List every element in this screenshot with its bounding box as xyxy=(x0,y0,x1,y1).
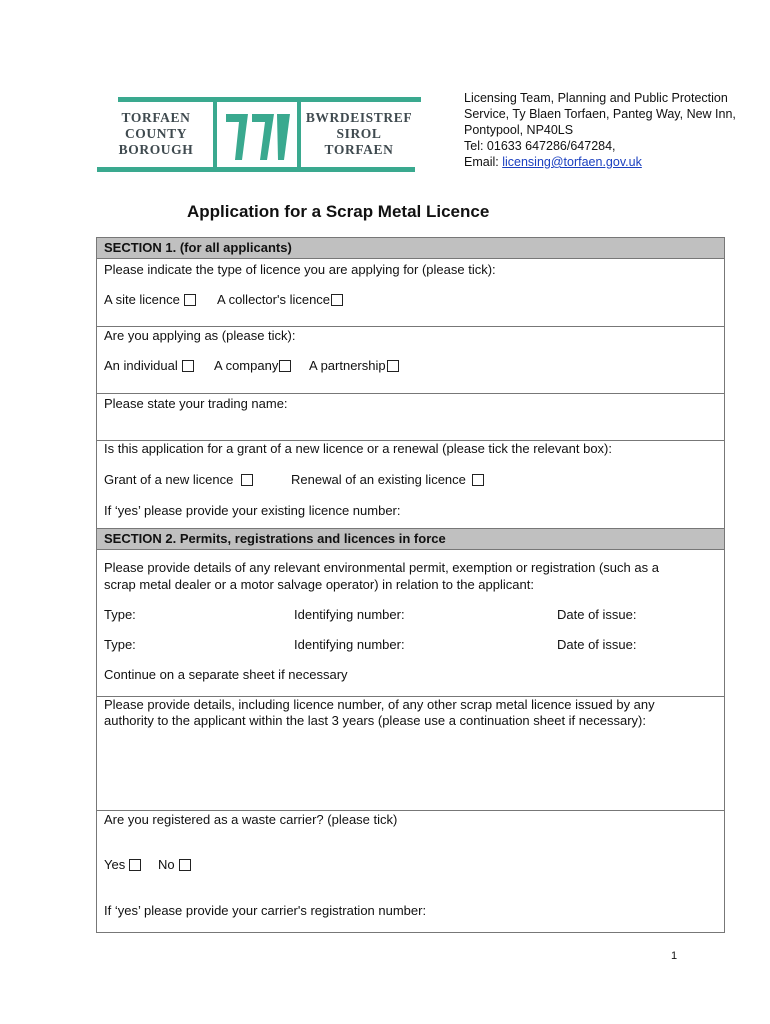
other-licence-question-line-2: authority to the applicant within the last 3 years (please use a continuation sheet if necessary): xyxy=(104,713,646,728)
partnership-option[interactable] xyxy=(309,358,399,374)
applying-as-question: Are you applying as (please tick): xyxy=(104,328,296,343)
waste-carrier-question: Are you registered as a waste carrier? (please tick) xyxy=(104,812,398,827)
collector-licence-label: A collector's licence xyxy=(217,292,331,307)
logo-left-text: TORFAEN COUNTY BOROUGH xyxy=(118,110,194,157)
site-licence-label: A site licence xyxy=(104,292,180,307)
grant-label: Grant of a new licence xyxy=(104,472,234,487)
divider xyxy=(97,393,724,394)
no-option[interactable] xyxy=(158,857,191,873)
collector-licence-checkbox[interactable] xyxy=(331,294,343,306)
contact-line: Pontypool, NP40LS xyxy=(464,123,574,137)
date-of-issue-label: Date of issue: xyxy=(557,607,637,622)
individual-option[interactable] xyxy=(104,358,194,374)
page-title: Application for a Scrap Metal Licence xyxy=(187,202,490,221)
continue-note: Continue on a separate sheet if necessary xyxy=(104,667,348,682)
permit-question-line-1: Please provide details of any relevant environmental permit, exemption or registration (such as a xyxy=(104,560,659,575)
company-checkbox[interactable] xyxy=(279,360,291,372)
yes-checkbox[interactable] xyxy=(129,859,141,871)
identifying-number-label: Identifying number: xyxy=(294,637,405,652)
trading-name-field[interactable] xyxy=(97,413,724,439)
divider xyxy=(97,326,724,327)
partnership-checkbox[interactable] xyxy=(387,360,399,372)
contact-email-row xyxy=(464,154,736,170)
renewal-option[interactable] xyxy=(291,472,484,488)
logo-emblem-icon xyxy=(222,108,294,164)
type-label: Type: xyxy=(104,637,136,652)
type-label: Type: xyxy=(104,607,136,622)
individual-label: An individual xyxy=(104,358,178,373)
renewal-label: Renewal of an existing licence xyxy=(291,472,466,487)
contact-phone: Tel: 01633 647286/647284, xyxy=(464,139,616,153)
grant-checkbox[interactable] xyxy=(241,474,253,486)
logo-right-text: BWRDEISTREF SIROL TORFAEN xyxy=(305,110,413,157)
grant-renewal-question: Is this application for a grant of a new licence or a renewal (please tick the relevant box): xyxy=(104,441,612,456)
permit-question-line-2: scrap metal dealer or a motor salvage operator) in relation to the applicant: xyxy=(104,577,534,592)
collector-licence-option[interactable] xyxy=(217,292,343,308)
logo-bottom-line xyxy=(97,167,415,172)
email-label: Email: xyxy=(464,155,503,169)
identifying-number-label: Identifying number: xyxy=(294,607,405,622)
logo-top-line xyxy=(118,97,421,102)
licence-type-question: Please indicate the type of licence you are applying for (please tick): xyxy=(104,262,496,277)
yes-option[interactable] xyxy=(104,857,141,873)
yes-label: Yes xyxy=(104,857,126,872)
contact-line: Service, Ty Blaen Torfaen, Panteg Way, New Inn, xyxy=(464,107,736,121)
site-licence-checkbox[interactable] xyxy=(184,294,196,306)
no-label: No xyxy=(158,857,175,872)
company-label: A company xyxy=(214,358,279,373)
page-number: 1 xyxy=(671,950,678,962)
logo-left-divider xyxy=(213,97,217,172)
existing-licence-question: If ‘yes’ please provide your existing licence number: xyxy=(104,503,401,518)
other-licence-question-line-1: Please provide details, including licence number, of any other scrap metal licence issued by any xyxy=(104,697,655,712)
carrier-number-question: If ‘yes’ please provide your carrier's registration number: xyxy=(104,903,427,918)
individual-checkbox[interactable] xyxy=(182,360,194,372)
trading-name-question: Please state your trading name: xyxy=(104,396,288,411)
section-1-heading: SECTION 1. (for all applicants) xyxy=(97,238,724,259)
contact-line: Licensing Team, Planning and Public Protection xyxy=(464,91,728,105)
divider xyxy=(97,810,724,811)
contact-block xyxy=(464,90,736,170)
partnership-label: A partnership xyxy=(309,358,386,373)
application-form xyxy=(96,237,725,933)
date-of-issue-label: Date of issue: xyxy=(557,637,637,652)
section-2-heading: SECTION 2. Permits, registrations and licences in force xyxy=(97,528,724,550)
site-licence-option[interactable] xyxy=(104,292,196,308)
no-checkbox[interactable] xyxy=(179,859,191,871)
grant-option[interactable] xyxy=(104,472,253,488)
renewal-checkbox[interactable] xyxy=(472,474,484,486)
email-link[interactable]: licensing@torfaen.gov.uk xyxy=(502,155,642,169)
company-option[interactable] xyxy=(214,358,291,374)
other-licence-details-field[interactable] xyxy=(97,731,724,809)
